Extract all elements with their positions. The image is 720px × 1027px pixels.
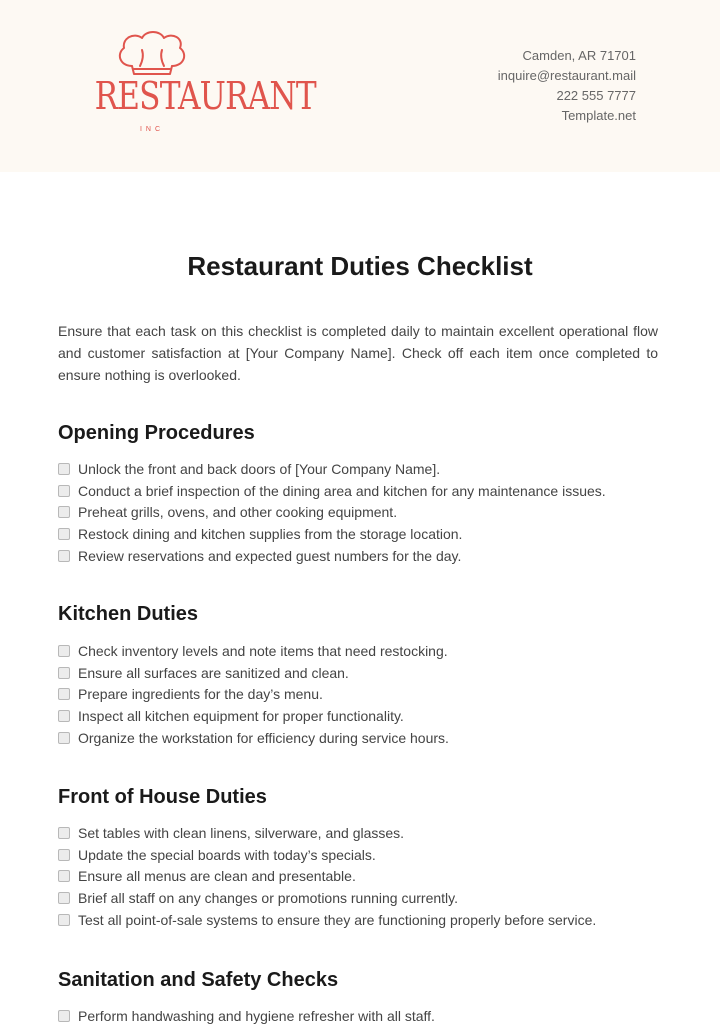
checklist-item-label: Test all point-of-sale systems to ensure they are functioning properly before service. [78,911,597,928]
checkbox[interactable] [58,506,70,518]
checklist-item [58,866,678,888]
checklist-item-label: Ensure all menus are clean and presentable. [78,868,356,885]
checkbox[interactable] [58,645,70,657]
checklist-item [58,822,678,844]
checklist-item [58,523,678,545]
brand-name: RESTAURANT [94,74,316,118]
contact-website: Template.net [561,108,636,123]
checklist-item [58,545,678,567]
section-heading-opening-procedures: Opening Procedures [58,422,255,444]
checkbox[interactable] [58,667,70,679]
checklist-item-label: Update the special boards with today’s specials. [78,846,376,863]
brand-subtitle [82,126,222,133]
checklist-item-label: Prepare ingredients for the day’s menu. [78,686,323,703]
checklist-front-of-house-duties [58,822,678,931]
chef-hat-icon [82,30,222,76]
checklist-item [58,502,678,524]
checklist-kitchen-duties [58,640,678,749]
checklist-item [58,909,678,931]
checklist-item-label: Perform handwashing and hygiene refresher with all staff. [78,1007,435,1024]
checklist-item [58,887,678,909]
checkbox[interactable] [58,827,70,839]
checklist-item [58,640,678,662]
checkbox[interactable] [58,485,70,497]
checklist-item-label: Brief all staff on any changes or promotions running currently. [78,890,459,907]
checklist-item-label: Conduct a brief inspection of the dining area and kitchen for any maintenance issues. [78,482,606,499]
intro-paragraph: Ensure that each task on this checklist is completed daily to maintain excellent operational flow and customer satisfaction at [Your Company Name]. Check off each item once completed to ensure nothing is overlooked. [58,323,658,383]
header-band [0,0,720,172]
checklist-item-label: Organize the workstation for efficiency during service hours. [78,729,449,746]
checklist-item-label: Review reservations and expected guest numbers for the day. [78,547,462,564]
checklist-item [58,727,678,749]
checklist-item [58,1005,678,1027]
checklist-item [58,480,678,502]
checkbox[interactable] [58,550,70,562]
checklist-sanitation-and-safety-checks [58,1005,678,1027]
checklist-item-label: Unlock the front and back doors of [Your Company Name]. [78,460,441,477]
checklist-item-label: Check inventory levels and note items that need restocking. [78,642,448,659]
checklist-item [58,705,678,727]
checkbox[interactable] [58,710,70,722]
checkbox[interactable] [58,688,70,700]
checkbox[interactable] [58,849,70,861]
brand-subtitle-text: INC [139,126,165,133]
contact-email: inquire@restaurant.mail [497,68,636,83]
section-heading-front-of-house-duties: Front of House Duties [58,786,267,808]
checklist-item [58,662,678,684]
checklist-item [58,684,678,706]
contact-phone: 222 555 7777 [556,88,636,103]
contact-block [498,46,636,126]
section-heading-kitchen-duties: Kitchen Duties [58,603,199,625]
page-title: Restaurant Duties Checklist [187,251,533,281]
contact-address: Camden, AR 71701 [522,48,636,63]
checklist-opening-procedures [58,458,678,567]
checkbox[interactable] [58,870,70,882]
checklist-item-label: Ensure all surfaces are sanitized and clean. [78,664,349,681]
section-heading-sanitation-and-safety-checks: Sanitation and Safety Checks [58,969,339,991]
checkbox[interactable] [58,892,70,904]
checklist-item-label: Preheat grills, ovens, and other cooking equipment. [78,504,398,521]
checkbox[interactable] [58,463,70,475]
checklist-item [58,844,678,866]
checkbox[interactable] [58,528,70,540]
checklist-item [58,458,678,480]
restaurant-logo [82,30,316,146]
checkbox[interactable] [58,732,70,744]
checklist-item-label: Inspect all kitchen equipment for proper functionality. [78,708,404,725]
checkbox[interactable] [58,914,70,926]
checkbox[interactable] [58,1010,70,1022]
checklist-item-label: Restock dining and kitchen supplies from the storage location. [78,526,463,543]
checklist-item-label: Set tables with clean linens, silverware, and glasses. [78,824,405,841]
